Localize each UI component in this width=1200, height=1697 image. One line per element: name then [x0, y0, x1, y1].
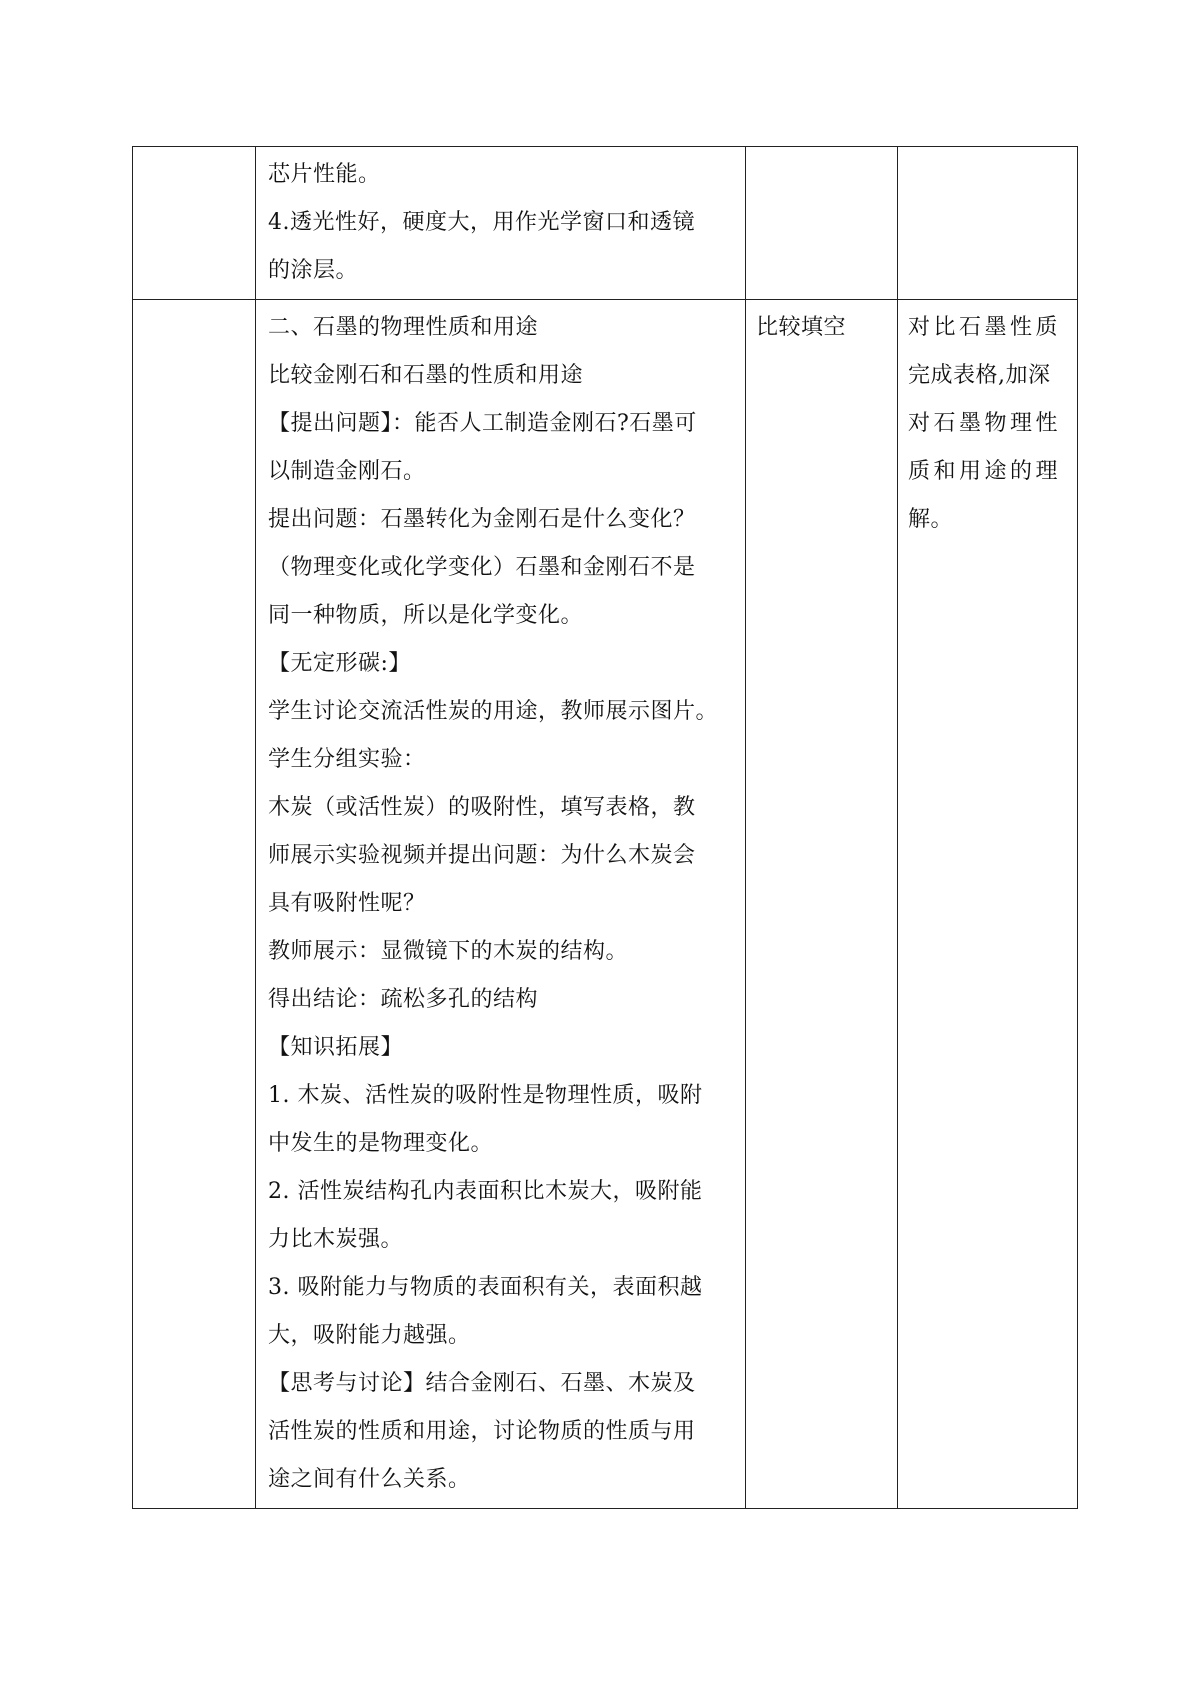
content-line: 【思考与讨论】结合金刚石、石墨、木炭及: [268, 1371, 696, 1396]
intent-line: 对石墨物理性: [908, 411, 1062, 436]
content-line: 【提出问题】：能否人工制造金刚石?石墨可: [268, 411, 697, 436]
activity-cell: [746, 300, 898, 1509]
stage-cell: [133, 300, 256, 1509]
intent-cell: [898, 300, 1078, 1509]
content-line: 大，吸附能力越强。: [268, 1323, 471, 1348]
content-line: 以制造金刚石。: [268, 459, 426, 484]
content-cell: [256, 147, 746, 300]
content-line: （物理变化或化学变化）石墨和金刚石不是: [268, 555, 696, 580]
intent-line: 对比石墨性质: [908, 315, 1062, 340]
intent-line: 完成表格,加深: [908, 363, 1051, 388]
activity-text: 比较填空: [756, 315, 847, 340]
content-line: 的涂层。: [268, 258, 359, 283]
content-line: 2. 活性炭结构孔内表面积比木炭大，吸附能: [268, 1179, 703, 1204]
content-line: 师展示实验视频并提出问题：为什么木炭会: [268, 843, 696, 868]
content-line: 木炭（或活性炭）的吸附性，填写表格，教: [268, 795, 696, 820]
content-line: 【知识拓展】: [268, 1035, 404, 1060]
intent-cell: [898, 147, 1078, 300]
content-line: 力比木炭强。: [268, 1227, 404, 1252]
lesson-plan-table: [132, 146, 1078, 1509]
content-cell: [256, 300, 746, 1509]
table-row: [133, 300, 1078, 1509]
intent-line: 解。: [908, 507, 954, 532]
content-line: 比较金刚石和石墨的性质和用途: [268, 363, 584, 388]
content-line: 4.透光性好，硬度大，用作光学窗口和透镜: [268, 210, 695, 235]
content-line: 得出结论：疏松多孔的结构: [268, 987, 539, 1012]
section-heading: 二、石墨的物理性质和用途: [268, 315, 539, 340]
content-line: 活性炭的性质和用途，讨论物质的性质与用: [268, 1419, 696, 1444]
content-line: 中发生的是物理变化。: [268, 1131, 494, 1156]
stage-cell: [133, 147, 256, 300]
table-row: [133, 147, 1078, 300]
content-line: 途之间有什么关系。: [268, 1467, 471, 1492]
content-line: 【无定形碳:】: [268, 651, 411, 676]
content-line: 学生分组实验：: [268, 747, 426, 772]
content-line: 具有吸附性呢？: [268, 891, 426, 916]
content-line: 教师展示：显微镜下的木炭的结构。: [268, 939, 629, 964]
activity-cell: [746, 147, 898, 300]
content-line: 学生讨论交流活性炭的用途，教师展示图片。: [268, 699, 719, 724]
content-line: 1. 木炭、活性炭的吸附性是物理性质，吸附: [268, 1083, 703, 1108]
content-line: 3. 吸附能力与物质的表面积有关，表面积越: [268, 1275, 703, 1300]
intent-line: 质和用途的理: [908, 459, 1062, 484]
content-line: 芯片性能。: [268, 162, 381, 187]
content-line: 提出问题：石墨转化为金刚石是什么变化？: [268, 507, 696, 532]
content-line: 同一种物质，所以是化学变化。: [268, 603, 584, 628]
